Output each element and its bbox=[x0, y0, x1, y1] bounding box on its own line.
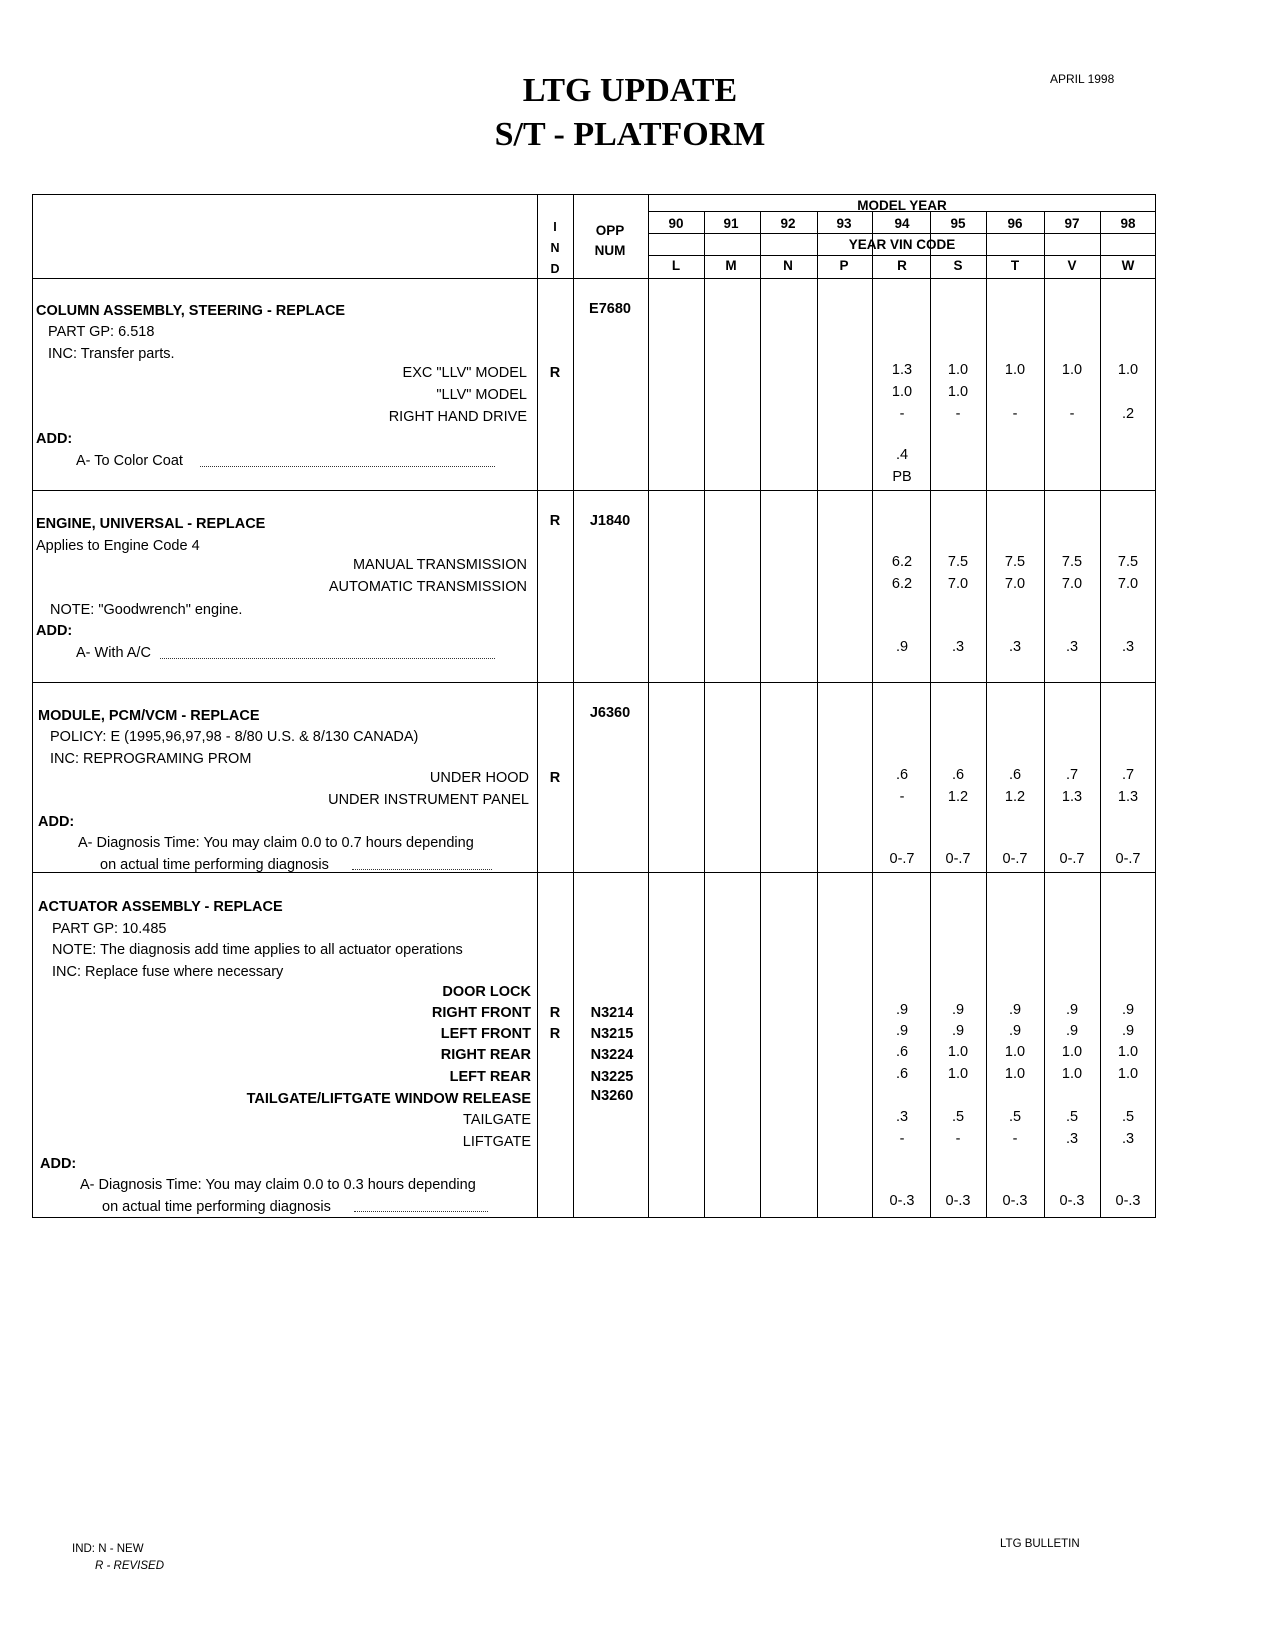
year-header: 94 bbox=[894, 216, 910, 231]
year-header: 97 bbox=[1064, 216, 1080, 231]
value-cell: 1.0 bbox=[1117, 1066, 1139, 1082]
value-cell: - bbox=[955, 406, 961, 422]
value-cell: 1.0 bbox=[1061, 362, 1083, 378]
value-cell: .9 bbox=[1065, 1002, 1079, 1018]
value-cell: 1.0 bbox=[947, 362, 969, 378]
value-cell: 6.2 bbox=[891, 554, 913, 570]
value-cell: .9 bbox=[895, 1023, 909, 1039]
value-cell: 0-.3 bbox=[1002, 1193, 1028, 1209]
section-note: INC: Transfer parts. bbox=[48, 346, 175, 362]
value-cell: .9 bbox=[1121, 1023, 1135, 1039]
model-year-header: MODEL YEAR bbox=[857, 198, 947, 213]
footer-bulletin: LTG BULLETIN bbox=[1000, 1538, 1080, 1550]
value-cell: .3 bbox=[1008, 639, 1022, 655]
value-cell: 1.0 bbox=[1004, 1044, 1026, 1060]
value-cell: .6 bbox=[895, 767, 909, 783]
year-header: 93 bbox=[836, 216, 852, 231]
value-cell: 0-.7 bbox=[1115, 851, 1141, 867]
section-note: INC: Replace fuse where necessary bbox=[52, 964, 284, 980]
vin-code-header-letter: W bbox=[1121, 258, 1135, 273]
value-cell: 1.0 bbox=[891, 384, 913, 400]
value-cell: 1.2 bbox=[1004, 789, 1026, 805]
value-cell: - bbox=[1012, 406, 1018, 422]
value-cell: 1.0 bbox=[947, 384, 969, 400]
leader-dots bbox=[160, 658, 495, 659]
value-cell: .7 bbox=[1121, 767, 1135, 783]
year-header: 98 bbox=[1120, 216, 1136, 231]
value-cell: .9 bbox=[1008, 1002, 1022, 1018]
section-title: COLUMN ASSEMBLY, STEERING - REPLACE bbox=[36, 303, 346, 319]
section-divider bbox=[32, 490, 1156, 491]
value-cell: 0-.3 bbox=[945, 1193, 971, 1209]
vin-code-header-letter: R bbox=[897, 258, 907, 273]
opp-number: N3224 bbox=[590, 1047, 634, 1063]
opp-number: N3214 bbox=[590, 1005, 634, 1021]
value-cell: 7.5 bbox=[1004, 554, 1026, 570]
value-cell: 7.5 bbox=[1117, 554, 1139, 570]
value-cell: 1.2 bbox=[947, 789, 969, 805]
opp-number: E7680 bbox=[589, 301, 631, 317]
row-label: LEFT REAR bbox=[449, 1069, 531, 1085]
value-cell: 1.3 bbox=[1117, 789, 1139, 805]
page-title: LTG UPDATE bbox=[522, 72, 738, 109]
vin-code-header-letter: T bbox=[1010, 258, 1020, 273]
value-cell: 0-.3 bbox=[889, 1193, 915, 1209]
value-cell: .4 bbox=[895, 447, 909, 463]
value-cell: .7 bbox=[1065, 767, 1079, 783]
value-cell: 6.2 bbox=[891, 576, 913, 592]
value-cell: 1.0 bbox=[947, 1066, 969, 1082]
section-title: ACTUATOR ASSEMBLY - REPLACE bbox=[38, 899, 283, 915]
footer-ind-legend: IND: N - NEW bbox=[72, 1543, 144, 1555]
value-cell: 0-.3 bbox=[1115, 1193, 1141, 1209]
row-label: LEFT FRONT bbox=[440, 1026, 531, 1042]
section-divider bbox=[32, 682, 1156, 683]
year-header: 91 bbox=[723, 216, 739, 231]
value-cell: .3 bbox=[1065, 639, 1079, 655]
add-label: ADD: bbox=[38, 814, 75, 830]
section-note: PART GP: 10.485 bbox=[52, 921, 167, 937]
add-item: A- Diagnosis Time: You may claim 0.0 to 0.3 hours depending bbox=[80, 1177, 476, 1193]
value-cell: 1.0 bbox=[1004, 1066, 1026, 1082]
value-cell: - bbox=[1069, 406, 1075, 422]
add-label: ADD: bbox=[40, 1156, 77, 1172]
value-cell: 1.0 bbox=[1004, 362, 1026, 378]
leader-dots bbox=[352, 869, 492, 870]
add-item: on actual time performing diagnosis bbox=[102, 1199, 331, 1215]
value-cell: 7.0 bbox=[947, 576, 969, 592]
value-cell: .5 bbox=[951, 1109, 965, 1125]
value-cell: .3 bbox=[951, 639, 965, 655]
ind-flag: R bbox=[549, 365, 561, 381]
value-cell: 7.0 bbox=[1061, 576, 1083, 592]
value-cell: .6 bbox=[895, 1066, 909, 1082]
value-cell: .5 bbox=[1008, 1109, 1022, 1125]
value-cell: PB bbox=[892, 469, 912, 485]
opp-number: N3225 bbox=[590, 1069, 634, 1085]
add-item: on actual time performing diagnosis bbox=[100, 857, 329, 873]
bulletin-date: APRIL 1998 bbox=[1050, 72, 1115, 86]
value-cell: .5 bbox=[1121, 1109, 1135, 1125]
value-cell: - bbox=[955, 1131, 961, 1147]
value-cell: .3 bbox=[1121, 1131, 1135, 1147]
column-divider-year bbox=[817, 211, 818, 1218]
add-item: A- To Color Coat bbox=[76, 453, 183, 469]
add-label: ADD: bbox=[36, 431, 73, 447]
vin-code-header: YEAR VIN CODE bbox=[848, 237, 956, 252]
section-note: INC: REPROGRAMING PROM bbox=[50, 751, 252, 767]
value-cell: 0-.7 bbox=[1059, 851, 1085, 867]
year-header: 96 bbox=[1007, 216, 1023, 231]
year-header: 92 bbox=[780, 216, 796, 231]
footer-ind-legend-revised: R - REVISED bbox=[95, 1560, 165, 1572]
opp-number: N3215 bbox=[590, 1026, 634, 1042]
value-cell: - bbox=[899, 406, 905, 422]
value-cell: 1.0 bbox=[947, 1044, 969, 1060]
ind-flag: R bbox=[549, 1005, 561, 1021]
value-cell: 0-.7 bbox=[945, 851, 971, 867]
value-cell: 1.0 bbox=[1117, 1044, 1139, 1060]
row-label: UNDER INSTRUMENT PANEL bbox=[328, 792, 529, 808]
header-rule-vin bbox=[648, 255, 1156, 256]
subhead-door-lock: DOOR LOCK bbox=[442, 984, 531, 1000]
column-divider-ind bbox=[537, 194, 538, 1218]
ind-header-letter: N bbox=[550, 241, 560, 255]
value-cell: .9 bbox=[895, 1002, 909, 1018]
value-cell: .9 bbox=[1065, 1023, 1079, 1039]
ind-header-letter: I bbox=[553, 220, 557, 234]
value-cell: .6 bbox=[895, 1044, 909, 1060]
value-cell: .3 bbox=[1065, 1131, 1079, 1147]
section-note: Applies to Engine Code 4 bbox=[36, 538, 200, 554]
value-cell: .9 bbox=[951, 1023, 965, 1039]
value-cell: 7.5 bbox=[947, 554, 969, 570]
opp-number: J1840 bbox=[589, 513, 631, 529]
ind-flag: R bbox=[549, 1026, 561, 1042]
vin-code-header-letter: V bbox=[1067, 258, 1077, 273]
value-cell: 1.3 bbox=[891, 362, 913, 378]
value-cell: - bbox=[899, 789, 905, 805]
vin-code-header-letter: S bbox=[953, 258, 963, 273]
leader-dots bbox=[200, 466, 495, 467]
add-item: A- Diagnosis Time: You may claim 0.0 to 0.7 hours depending bbox=[78, 835, 474, 851]
row-label: TAILGATE bbox=[463, 1112, 531, 1128]
ind-flag: R bbox=[549, 770, 561, 786]
section-title: MODULE, PCM/VCM - REPLACE bbox=[38, 708, 260, 724]
value-cell: .6 bbox=[951, 767, 965, 783]
opp-header: OPP bbox=[595, 223, 625, 238]
value-cell: 1.3 bbox=[1061, 789, 1083, 805]
value-cell: .3 bbox=[895, 1109, 909, 1125]
year-header: 90 bbox=[668, 216, 684, 231]
value-cell: .2 bbox=[1121, 406, 1135, 422]
header-rule-years bbox=[648, 233, 1156, 234]
row-label: RIGHT FRONT bbox=[431, 1005, 531, 1021]
value-cell: 7.0 bbox=[1004, 576, 1026, 592]
value-cell: 0-.7 bbox=[1002, 851, 1028, 867]
value-cell: .3 bbox=[1121, 639, 1135, 655]
value-cell: .5 bbox=[1065, 1109, 1079, 1125]
ind-header-letter: D bbox=[550, 262, 560, 276]
year-header: 95 bbox=[950, 216, 966, 231]
num-header: NUM bbox=[594, 243, 626, 258]
value-cell: - bbox=[899, 1131, 905, 1147]
row-label: UNDER HOOD bbox=[429, 770, 529, 786]
value-cell: 0-.7 bbox=[889, 851, 915, 867]
page-subtitle: S/T - PLATFORM bbox=[494, 116, 766, 153]
value-cell: 1.0 bbox=[1117, 362, 1139, 378]
value-cell: 7.0 bbox=[1117, 576, 1139, 592]
leader-dots bbox=[354, 1211, 488, 1212]
add-label: ADD: bbox=[36, 623, 73, 639]
section-note: PART GP: 6.518 bbox=[48, 324, 155, 340]
value-cell: .9 bbox=[1121, 1002, 1135, 1018]
value-cell: 1.0 bbox=[1061, 1066, 1083, 1082]
column-divider-year bbox=[760, 211, 761, 1218]
row-label: "LLV" MODEL bbox=[436, 387, 527, 403]
value-cell: .6 bbox=[1008, 767, 1022, 783]
column-divider-year bbox=[704, 211, 705, 1218]
row-label: RIGHT REAR bbox=[440, 1047, 531, 1063]
row-label: AUTOMATIC TRANSMISSION bbox=[328, 579, 527, 595]
row-label: LIFTGATE bbox=[462, 1134, 531, 1150]
section-note: NOTE: The diagnosis add time applies to all actuator operations bbox=[52, 942, 463, 958]
row-label: EXC "LLV" MODEL bbox=[402, 365, 527, 381]
vin-code-header-letter: P bbox=[839, 258, 849, 273]
vin-code-header-letter: N bbox=[783, 258, 793, 273]
opp-number: N3260 bbox=[590, 1088, 634, 1104]
section-note: NOTE: "Goodwrench" engine. bbox=[50, 602, 243, 618]
section-title: ENGINE, UNIVERSAL - REPLACE bbox=[36, 516, 266, 532]
section-note: POLICY: E (1995,96,97,98 - 8/80 U.S. & 8/130 CANADA) bbox=[50, 729, 419, 745]
vin-code-header-letter: L bbox=[671, 258, 681, 273]
value-cell: 0-.3 bbox=[1059, 1193, 1085, 1209]
value-cell: .9 bbox=[895, 639, 909, 655]
value-cell: 1.0 bbox=[1061, 1044, 1083, 1060]
row-label: RIGHT HAND DRIVE bbox=[388, 409, 527, 425]
vin-code-header-letter: M bbox=[725, 258, 737, 273]
value-cell: .9 bbox=[951, 1002, 965, 1018]
value-cell: .9 bbox=[1008, 1023, 1022, 1039]
subhead-tailgate: TAILGATE/LIFTGATE WINDOW RELEASE bbox=[246, 1091, 531, 1107]
opp-number: J6360 bbox=[589, 705, 631, 721]
add-item: A- With A/C bbox=[76, 645, 151, 661]
value-cell: - bbox=[1012, 1131, 1018, 1147]
value-cell: 7.5 bbox=[1061, 554, 1083, 570]
ind-flag: R bbox=[549, 513, 561, 529]
row-label: MANUAL TRANSMISSION bbox=[352, 557, 527, 573]
header-bottom-rule bbox=[32, 278, 1156, 279]
